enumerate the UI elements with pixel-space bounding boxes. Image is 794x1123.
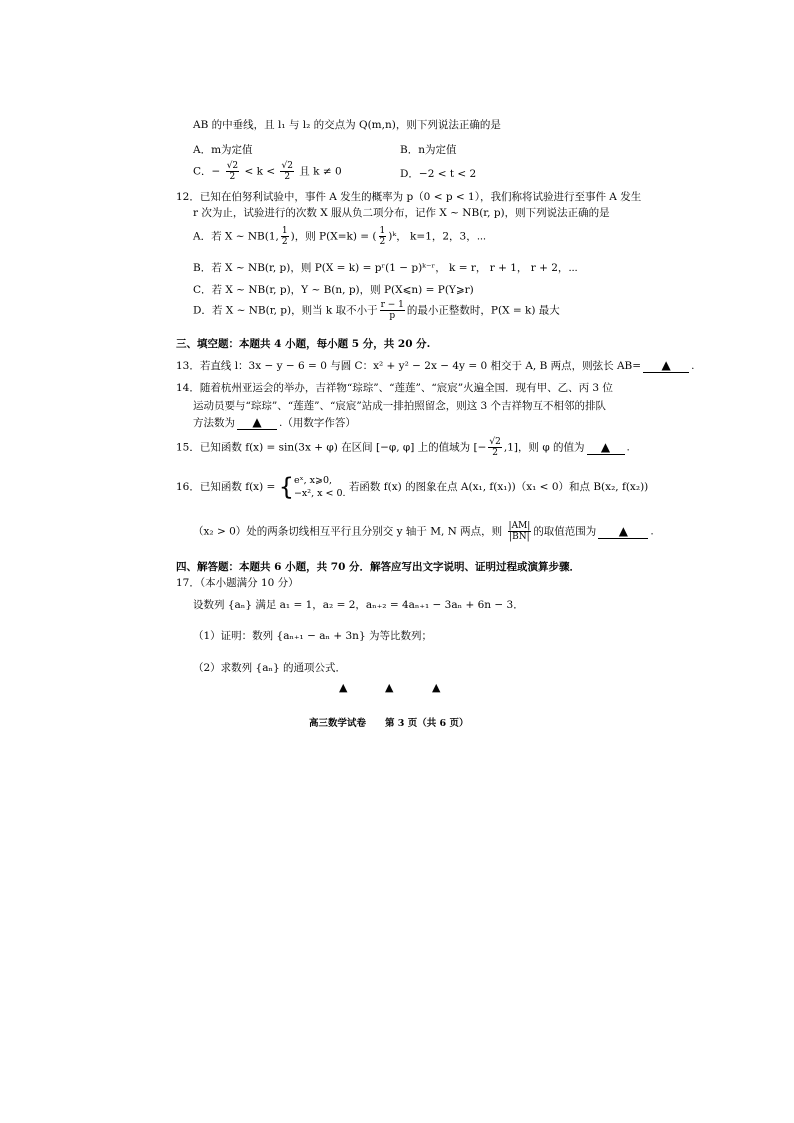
q14-post: .（用数字作答） — [279, 417, 356, 429]
q15-pre: 15．已知函数 f(x) = sin(3x + φ) 在区间 [−φ, φ] 上的值域为 [− — [176, 441, 487, 454]
q12-a-pre: A．若 X ~ NB(1, — [193, 230, 279, 243]
section-four-heading: 四、解答题：本题共 6 小题，共 70 分．解答应写出文字说明、证明过程或演算步骤． — [176, 561, 581, 573]
frac-denominator: 2 — [284, 172, 291, 182]
q11-option-d: D．−2 < t < 2 — [400, 168, 477, 180]
q14-line1: 14．随着杭州亚运会的举办，吉祥物“琮琮”、“莲莲”、“宸宸”火遍全国．现有甲、乙、丙 3 位 — [176, 382, 613, 394]
q11-option-b: B．n为定值 — [400, 144, 457, 156]
q16-piecewise — [294, 474, 346, 500]
frac-denominator: 2 — [492, 448, 499, 458]
frac-numerator: 1 — [281, 226, 288, 236]
answer-marker-icon: ▲ — [252, 415, 262, 429]
piecewise-brace-icon: { — [278, 473, 294, 501]
frac-denominator: |BN| — [509, 532, 530, 542]
q12-stem-line2: r 次为止，试验进行的次数 X 服从负二项分布，记作 X ~ NB(r, p)，则下列说法正确的是 — [193, 207, 610, 219]
frac-numerator: |AM| — [508, 521, 531, 531]
answer-marker-icon: ▲ — [339, 681, 348, 694]
frac-denominator: 2 — [229, 172, 236, 182]
q17-stem: 设数列 {aₙ} 满足 a₁ = 1，a₂ = 2，aₙ₊₂ = 4aₙ₊₁ − 3aₙ + 6n − 3． — [193, 599, 524, 611]
q16-pre: 16．已知函数 f(x) = — [176, 481, 276, 493]
answer-marker-icon: ▲ — [618, 523, 628, 538]
q16-end: . — [650, 525, 654, 538]
section-three-heading: 三、填空题：本题共 4 小题，每小题 5 分，共 20 分. — [176, 338, 431, 350]
answer-marker-icon: ▲ — [432, 681, 441, 694]
q12-option-c: C．若 X ~ NB(r, p)，Y ~ B(n, p)，则 P(X⩽n) = P(Y⩾r) — [193, 284, 474, 296]
q17-part1: （1）证明：数列 {aₙ₊₁ − aₙ + 3n} 为等比数列； — [193, 630, 432, 642]
q15-answer-blank — [587, 441, 625, 455]
q12-a-post: )ᵏ， k=1，2，3，⋯ — [388, 230, 487, 243]
q16-line2 — [193, 521, 654, 542]
q16-line2-pre: （x₂ > 0）处的两条切线相互平行且分别交 y 轴于 M, N 两点，则 — [193, 525, 503, 538]
q16-case1: eˣ, x⩾0, — [293, 475, 333, 486]
q14-line3 — [193, 416, 356, 430]
answer-marker-icon: ▲ — [661, 358, 671, 372]
q16-ratio-fraction — [508, 521, 532, 542]
q12-a-fraction-2 — [379, 226, 387, 247]
q16-answer-blank — [598, 525, 648, 539]
q13-end: . — [691, 360, 695, 372]
q11-c-fraction-1 — [226, 161, 239, 182]
q12-d-post: 的最小正整数时，P(X = k) 最大 — [406, 304, 560, 317]
q12-d-fraction — [380, 300, 405, 321]
q11-stem: AB 的中垂线，且 l₁ 与 l₂ 的交点为 Q(m,n)，则下列说法正确的是 — [193, 119, 501, 131]
q11-option-a: A．m为定值 — [193, 144, 253, 156]
q12-d-pre: D．若 X ~ NB(r, p)，则当 k 取不小于 — [193, 304, 378, 317]
frac-numerator: r − 1 — [380, 300, 404, 310]
q14-answer-blank — [237, 416, 277, 430]
q17-title: 17．（本小题满分 10 分） — [176, 577, 299, 589]
frac-denominator: 2 — [379, 237, 386, 247]
q14-pre: 方法数为 — [193, 417, 235, 429]
q13-text: 13．若直线 l：3x − y − 6 = 0 与圆 C：x² + y² − 2x − 4y = 0 相交于 A, B 两点，则弦长 AB= — [176, 360, 642, 372]
q15 — [176, 437, 630, 458]
q12-stem-line1: 12．已知在伯努利试验中，事件 A 发生的概率为 p（0 < p < 1），我们称将试验进行至事件 A 发生 — [176, 191, 642, 203]
q12-a-fraction-1 — [281, 226, 289, 247]
q11-c-suffix: 且 k ≠ 0 — [299, 165, 342, 178]
q12-a-mid: )，则 P(X=k) = ( — [290, 230, 377, 243]
q11-c-prefix: C．− — [193, 165, 221, 178]
frac-numerator: √2 — [281, 161, 293, 171]
q15-fraction — [488, 437, 501, 458]
q13 — [176, 359, 694, 373]
q12-option-d — [193, 300, 560, 321]
q12-option-a — [193, 226, 486, 247]
q16-line2-post: 的取值范围为 — [533, 525, 597, 538]
page-footer: 高三数学试卷 第 3 页（共 6 页） — [309, 718, 469, 729]
frac-numerator: 1 — [379, 226, 386, 236]
frac-denominator: 2 — [281, 237, 288, 247]
answer-marker-icon: ▲ — [600, 439, 611, 454]
frac-numerator: √2 — [489, 437, 501, 447]
frac-numerator: √2 — [226, 161, 239, 171]
q11-c-fraction-2 — [280, 161, 293, 182]
q12-option-b: B．若 X ~ NB(r, p)，则 P(X = k) = pʳ(1 − p)ᵏ⁻ʳ， k = r， r + 1， r + 2，⋯ — [193, 262, 578, 274]
q13-answer-blank — [643, 359, 689, 373]
q16-mid: 若函数 f(x) 的图象在点 A(x₁, f(x₁))（x₁ < 0）和点 B(x₂, f(x₂)) — [348, 481, 649, 493]
q17-part2: （2）求数列 {aₙ} 的通项公式． — [193, 662, 347, 674]
q11-c-mid: < k < — [244, 165, 276, 178]
frac-denominator: p — [389, 311, 396, 321]
q15-post: ,1]，则 φ 的值为 — [503, 441, 585, 454]
q16-line1 — [176, 474, 648, 500]
q11-option-c — [193, 161, 342, 182]
q16-case2: −x², x < 0. — [293, 488, 346, 499]
q14-line2: 运动员要与“琮琮”、“莲莲”、“宸宸”站成一排拍照留念，则这 3 个吉祥物互不相邻的排队 — [193, 400, 607, 412]
answer-marker-icon: ▲ — [385, 681, 394, 694]
q15-end: . — [626, 441, 630, 454]
